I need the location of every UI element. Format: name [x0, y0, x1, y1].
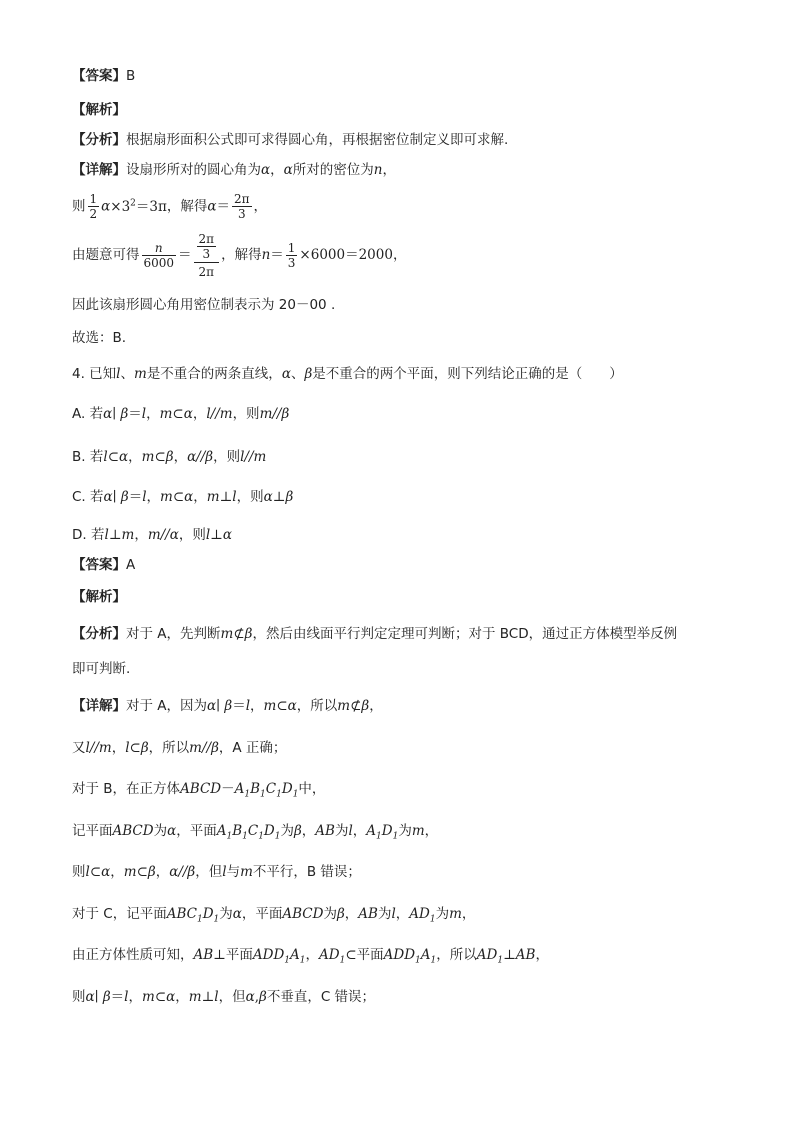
text: 则: [72, 864, 86, 880]
text: 平面: [356, 947, 384, 963]
text: 为: [435, 906, 450, 922]
text: 又: [72, 740, 86, 756]
text: 对于 B，在正方体: [72, 781, 181, 797]
q4-detail-line6: 对于 C，记平面$ABC_1D_1$为α，平面ABCD为β，AB为l，$AD_1$为m，: [72, 906, 476, 925]
fraction-compound: $\frac{\frac{2\pi}{3}}{2\pi}$: [194, 232, 220, 279]
q4-option-d: D. 若l⊥m，m//α，则l⊥α: [72, 527, 232, 543]
text: 为: [323, 906, 337, 922]
text: 不垂直，C 错误；: [266, 989, 376, 1005]
text: 4. 已知: [72, 366, 117, 382]
text: ，: [111, 740, 126, 756]
detail-label: 【详解】: [72, 162, 126, 178]
analysis-header-label: 【解析】: [72, 102, 126, 118]
text: 对于 A，因为: [126, 698, 208, 714]
q4-stem: 4. 已知l、m是不重合的两条直线，α、β是不重合的两个平面，则下列结论正确的是（ ）: [72, 366, 623, 382]
text: C. 若: [72, 489, 104, 505]
fraction-third: $\frac{1}{3}$: [287, 240, 296, 270]
analysis-label: 【分析】: [72, 626, 126, 642]
text: ，但: [195, 864, 223, 880]
text: 即可判断.: [72, 661, 131, 677]
text: 为: [153, 823, 168, 839]
text: 与: [226, 864, 241, 880]
text: 设扇形所对的圆心角为: [126, 162, 261, 178]
q4-analysis-header: [72, 588, 126, 606]
text: ，则: [236, 489, 264, 505]
text: 、: [290, 366, 305, 382]
text: ，: [352, 823, 367, 839]
q3-detail-line1: 【详解】设扇形所对的圆心角为α，α所对的密位为n，: [72, 162, 396, 178]
text: 由题意可得: [72, 247, 140, 263]
text: A. 若: [72, 406, 104, 422]
q4-detail-line8: 则α∣ β＝l，m⊂α，m⊥l，但α,β不垂直，C 错误；: [72, 989, 376, 1005]
fraction-n-6000: $\frac{n}{6000}$: [143, 240, 175, 270]
text: ，所以: [148, 740, 190, 756]
q4-detail-line2: 又l//m，l⊂β，所以m//β，A 正确；: [72, 740, 287, 756]
text: ，解得: [221, 247, 262, 263]
q3-answer-value: B: [126, 68, 136, 84]
text: ，: [146, 489, 161, 505]
text: ，: [250, 698, 264, 714]
text: 记平面: [72, 823, 113, 839]
analysis-header-label: 【解析】: [72, 589, 126, 605]
text: 、: [120, 366, 134, 382]
text: ，: [193, 489, 207, 505]
text: 为: [398, 823, 412, 839]
text: ，: [253, 198, 268, 215]
detail-label: 【详解】: [72, 698, 126, 714]
text: ，: [535, 947, 549, 963]
text: ，所以: [296, 698, 338, 714]
q3-analysis-line: [72, 131, 508, 149]
text: ，: [305, 947, 319, 963]
text: 故选：B.: [72, 330, 127, 346]
fraction-2pi-3: $\frac{2\pi}{3}$: [234, 192, 250, 221]
q4-detail-line7: 由正方体性质可知，AB⊥平面$ADD_1A_1$，$AD_1\subset$平面$ADD_1A_1$，所以$AD_1\perp AB$，: [72, 947, 549, 966]
q3-answer-line: [72, 67, 135, 85]
text: ，: [128, 449, 142, 465]
q3-detail-line3: 由题意可得 $\frac{n}{6000}$ ＝ $\frac{\frac{2\pi}{3}}{2\pi}$ ，解得n＝ $\frac{1}{3}$ ×6000＝2000，: [72, 231, 407, 279]
q4-option-a: A. 若α∣ β＝l，m⊂α，l//m，则m//β: [72, 406, 290, 422]
text: ，: [424, 823, 439, 839]
text: ，: [175, 989, 189, 1005]
text: ，: [382, 162, 396, 178]
text: ，但: [218, 989, 246, 1005]
text: 不平行，B 错误；: [252, 864, 361, 880]
text: 对于 A，先判断: [126, 626, 221, 642]
text: 平面: [225, 947, 253, 963]
text: ，然后由线面平行判定定理可判断；对于 BCD，通过正方体模型举反例: [252, 626, 678, 642]
q4-detail-line5: 则l⊂α，m⊂β，α//β，但l与m不平行，B 错误；: [72, 864, 361, 880]
text: ，: [461, 906, 476, 922]
text: ，: [192, 406, 207, 422]
q3-analysis-text: 根据扇形面积公式即可求得圆心角，再根据密位制定义即可求解.: [126, 132, 509, 148]
text: 为: [219, 906, 233, 922]
answer-label: 【答案】: [72, 557, 126, 573]
text: ，: [395, 906, 410, 922]
q4-answer-line: [72, 556, 135, 574]
text: ，平面: [241, 906, 283, 922]
text: ，平面: [176, 823, 217, 839]
text: ，A 正确；: [218, 740, 287, 756]
text: 中，: [298, 781, 326, 797]
text: ，解得: [166, 198, 208, 215]
text: ，: [392, 247, 407, 263]
text: 对于 C，记平面: [72, 906, 167, 922]
text: 则: [72, 989, 86, 1005]
q4-analysis-line2: [72, 660, 130, 678]
text: D. 若: [72, 527, 105, 543]
q4-option-b: B. 若l⊂α，m⊂β，α//β，则l//m: [72, 449, 267, 465]
q4-detail-line1: 【详解】对于 A，因为α∣ β＝l，m⊂α，所以m⊄β，: [72, 698, 383, 714]
q4-option-c: C. 若α∣ β＝l，m⊂α，m⊥l，则α⊥β: [72, 489, 294, 505]
text: ，则: [232, 406, 260, 422]
text: ，: [146, 406, 160, 422]
text: ，则: [213, 449, 241, 465]
text: ，则: [178, 527, 206, 543]
fraction-half: $\frac{1}{2}$: [89, 192, 98, 221]
text: ，: [134, 527, 148, 543]
q3-detail-line5: [72, 329, 126, 347]
q4-analysis-line1: 【分析】对于 A，先判断m⊄β，然后由线面平行判定定理可判断；对于 BCD，通过正方体模型举反例: [72, 626, 678, 642]
text: ，: [369, 698, 383, 714]
text: 所对的密位为: [292, 162, 374, 178]
text: ，所以: [436, 947, 477, 963]
text: ，: [128, 989, 142, 1005]
text: ，: [173, 449, 188, 465]
q4-detail-line4: 记平面ABCD为α，平面$A_1B_1C_1D_1$为β，AB为l，$A_1D_1$为m，: [72, 823, 439, 842]
text: 则: [72, 198, 86, 215]
text: 由正方体性质可知，: [72, 947, 194, 963]
text: 是不重合的两条直线，: [146, 366, 282, 382]
q3-analysis-header: [72, 101, 126, 119]
text: B. 若: [72, 449, 104, 465]
q3-detail-line4: [72, 296, 335, 314]
q4-answer-value: A: [126, 557, 136, 573]
text: ，: [344, 906, 359, 922]
text: 为: [334, 823, 349, 839]
q3-detail-line2: 则 $\frac{1}{2}$ $\alpha\times 3^2=3\pi$，解得α＝ $\frac{2\pi}{3}$ ，: [72, 192, 268, 221]
text: 是不重合的两个平面，则下列结论正确的是（ ）: [312, 366, 623, 382]
text: ，: [155, 864, 170, 880]
q4-detail-line3: 对于 B，在正方体$ABCD-A_1B_1C_1D_1$中，: [72, 781, 326, 800]
analysis-label: 【分析】: [72, 132, 126, 148]
text: 因此该扇形圆心角用密位制表示为 20－00 .: [72, 297, 336, 313]
text: 为: [280, 823, 294, 839]
text: ，: [301, 823, 316, 839]
answer-label: 【答案】: [72, 68, 126, 84]
text: ，: [110, 864, 124, 880]
text: ，: [270, 162, 284, 178]
text: 为: [377, 906, 392, 922]
